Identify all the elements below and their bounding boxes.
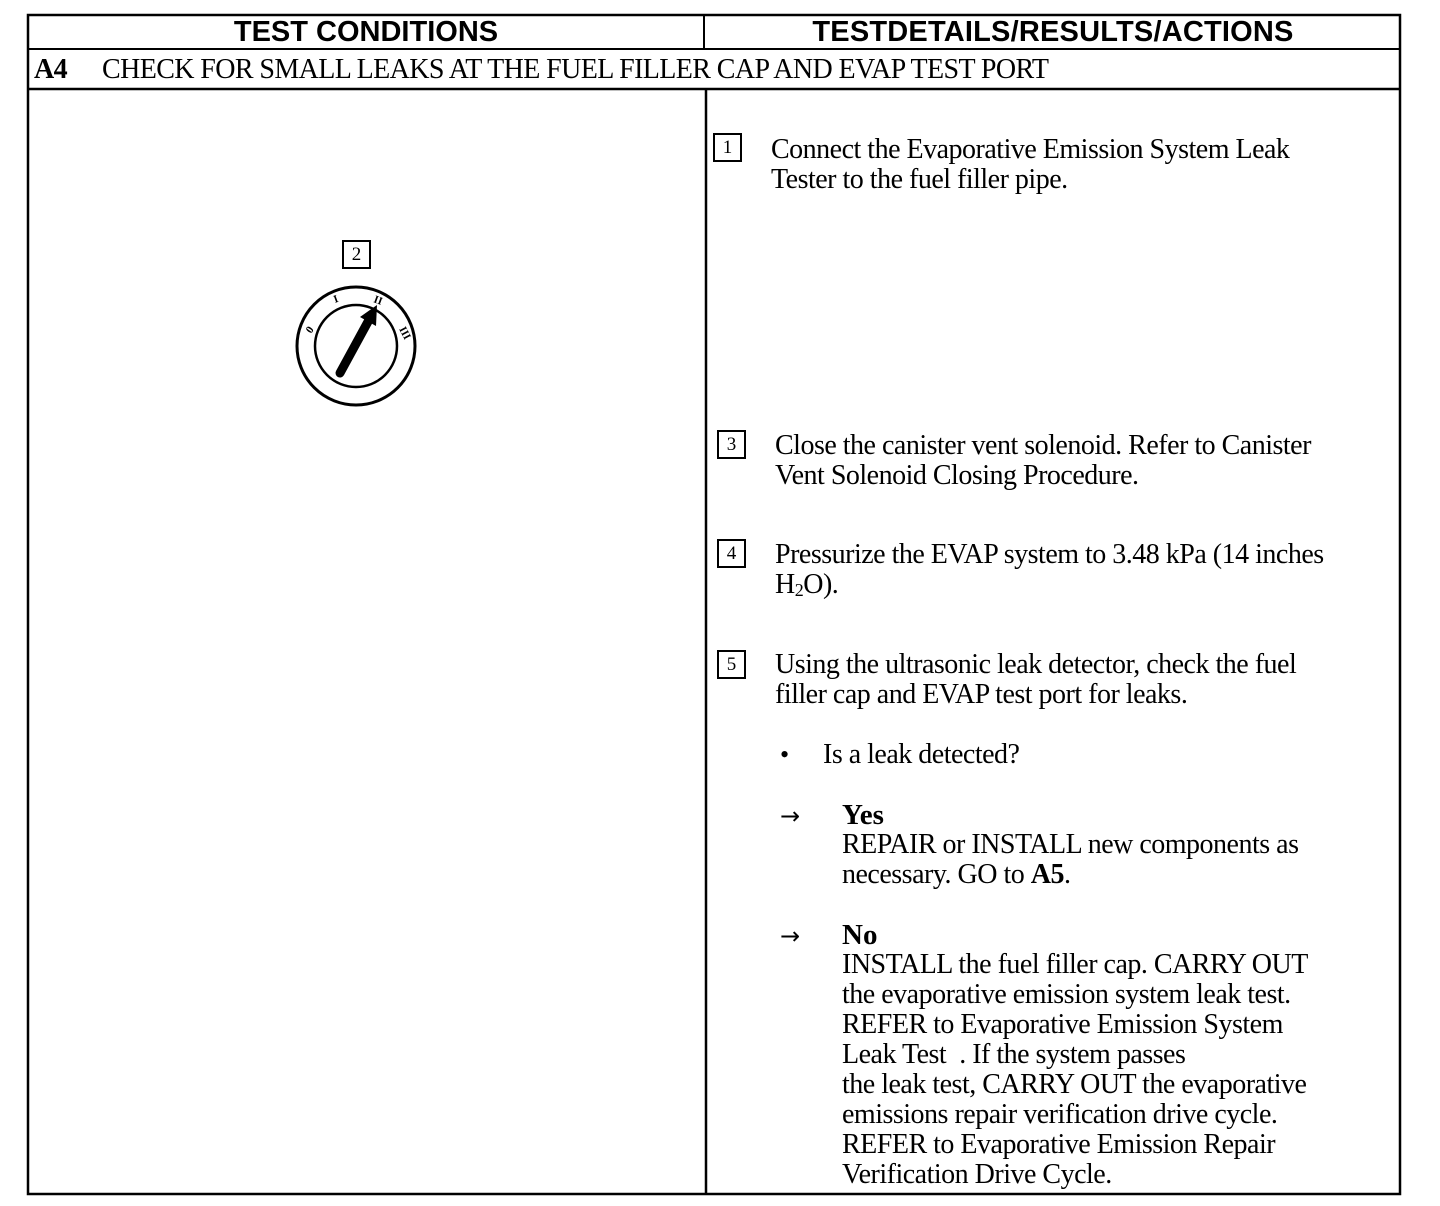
test-conditions-header: TEST CONDITIONS <box>233 16 499 48</box>
ignition-key-shaft <box>340 318 370 373</box>
step-4-text <box>775 540 1324 600</box>
step-3-line: Vent Solenoid Closing Procedure. <box>775 460 1139 491</box>
yes-action-line: necessary. GO to A5. <box>842 859 1071 890</box>
step-5-number: 5 <box>717 650 746 679</box>
step-1-text <box>771 135 1289 195</box>
dial-label-2: II <box>371 293 385 308</box>
dial-label-3: III <box>396 324 413 342</box>
dial-label-0: 0 <box>303 324 317 336</box>
step-5-text <box>775 650 1296 710</box>
section-title: CHECK FOR SMALL LEAKS AT THE FUEL FILLER CAP AND EVAP TEST PORT <box>102 54 1049 85</box>
no-action-line: REFER to Evaporative Emission Repair <box>842 1129 1276 1160</box>
dial-label-1: I <box>331 293 341 306</box>
no-label: No <box>842 919 878 951</box>
step-1-line: Connect the Evaporative Emission System Leak <box>771 134 1290 165</box>
step-4-line: Pressurize the EVAP system to 3.48 kPa (14 inches <box>775 539 1324 570</box>
no-action <box>842 950 1308 1190</box>
yes-action <box>842 830 1298 890</box>
yes-action-line: REPAIR or INSTALL new components as <box>842 829 1299 860</box>
step-1-number: 1 <box>713 133 742 162</box>
no-action-line: REFER to Evaporative Emission System <box>842 1009 1283 1040</box>
section-code: A4 <box>34 54 68 85</box>
no-action-line: Leak Test . If the system passes <box>842 1039 1186 1070</box>
no-action-line: Verification Drive Cycle. <box>842 1159 1112 1190</box>
no-action-line: INSTALL the fuel filler cap. CARRY OUT <box>842 949 1308 980</box>
step-3-number: 3 <box>717 430 746 459</box>
question-text: Is a leak detected? <box>823 739 1020 770</box>
no-action-line: the leak test, CARRY OUT the evaporative <box>842 1069 1307 1100</box>
yes-label: Yes <box>842 799 884 831</box>
step-5-line: Using the ultrasonic leak detector, check the fuel <box>775 649 1297 680</box>
section-title-row <box>34 54 1048 86</box>
illustration-callout: 2 <box>342 240 371 269</box>
question-bullet: • <box>780 740 790 769</box>
yes-arrow-icon: → <box>780 802 801 830</box>
goto-a5-reference: A5 <box>1030 859 1064 890</box>
step-5-line: filler cap and EVAP test port for leaks. <box>775 679 1188 710</box>
no-action-line: the evaporative emission system leak test. <box>842 979 1291 1010</box>
step-4-line: $H_2O$). <box>775 569 839 600</box>
step-3-text <box>775 431 1311 491</box>
step-1-line: Tester to the fuel filler pipe. <box>771 164 1068 195</box>
no-arrow-icon: → <box>780 922 801 950</box>
no-action-line: emissions repair verification drive cycle. <box>842 1099 1278 1130</box>
test-details-header: TESTDETAILS/RESULTS/ACTIONS <box>812 16 1294 48</box>
step-3-line: Close the canister vent solenoid. Refer to Canister <box>775 430 1311 461</box>
step-4-number: 4 <box>717 539 746 568</box>
ignition-switch-icon <box>291 281 421 411</box>
